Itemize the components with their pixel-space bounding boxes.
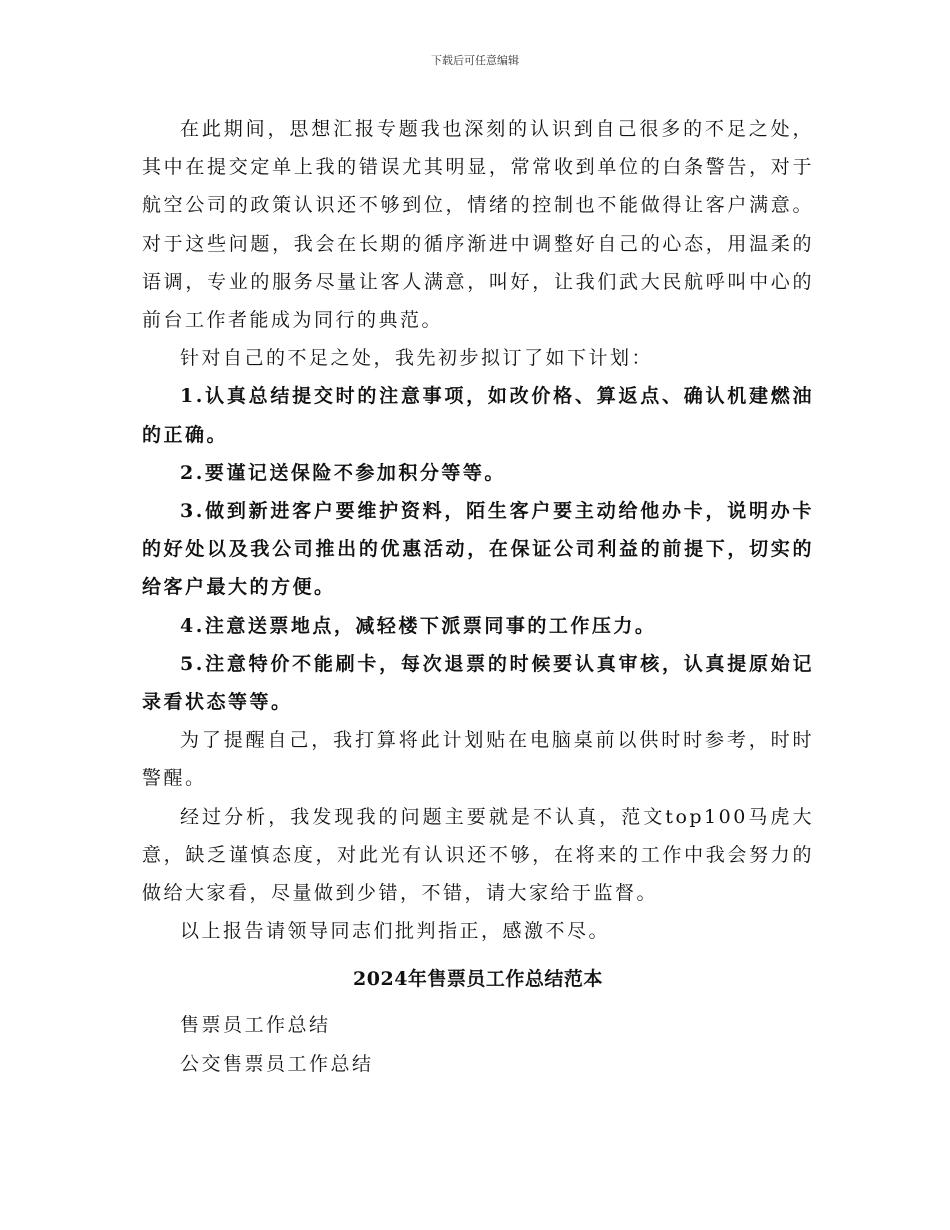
subitem-1: 售票员工作总结 <box>180 1014 331 1037</box>
page-header: 下载后可任意编辑 <box>431 54 519 67</box>
paragraph-plan-intro: 针对自己的不足之处，我先初步拟订了如下计划： <box>180 347 654 370</box>
paragraph-closing: 以上报告请领导同志们批判指正，感激不尽。 <box>180 920 611 943</box>
plan-item-4: 4.注意送票地点，减轻楼下派票同事的工作压力。 <box>180 614 657 637</box>
plan-item-5: 5.注意特价不能刷卡，每次退票的时候要认真审核，认真提原始记录看状态等等。 <box>142 652 814 714</box>
document-body <box>142 110 814 1083</box>
plan-item-3: 3.做到新进客户要维护资料，陌生客户要主动给他办卡，说明办卡的好处以及我公司推出的优惠活动，在保证公司利益的前提下，切实的给客户最大的方便。 <box>142 500 814 599</box>
plan-item-1: 1.认真总结提交时的注意事项，如改价格、算返点、确认机建燃油的正确。 <box>142 385 814 446</box>
section-title: 2024年售票员工作总结范本 <box>353 968 603 991</box>
paragraph-reflection: 在此期间，思想汇报专题我也深刻的认识到自己很多的不足之处，其中在提交定单上我的错误尤其明显，常常收到单位的白条警告，对于航空公司的政策认识还不够到位，情绪的控制也不能做得让客户满意。对于这些问题，我会在长期的循序渐进中调整好自己的心态，用温柔的语调，专业的服务尽量让客人满意，叫好，让我们武大民航呼叫中心的前台工作者能成为同行的典范。 <box>142 118 814 332</box>
subitem-2: 公交售票员工作总结 <box>180 1052 374 1075</box>
paragraph-analysis: 经过分析，我发现我的问题主要就是不认真，范文top100马虎大意，缺乏谨慎态度，对此光有认识还不够，在将来的工作中我会努力的做给大家看，尽量做到少错，不错，请大家给于监督。 <box>142 805 814 905</box>
plan-item-2: 2.要谨记送保险不参加积分等等。 <box>180 461 506 484</box>
paragraph-reminder: 为了提醒自己，我打算将此计划贴在电脑桌前以供时时参考，时时警醒。 <box>142 729 814 790</box>
